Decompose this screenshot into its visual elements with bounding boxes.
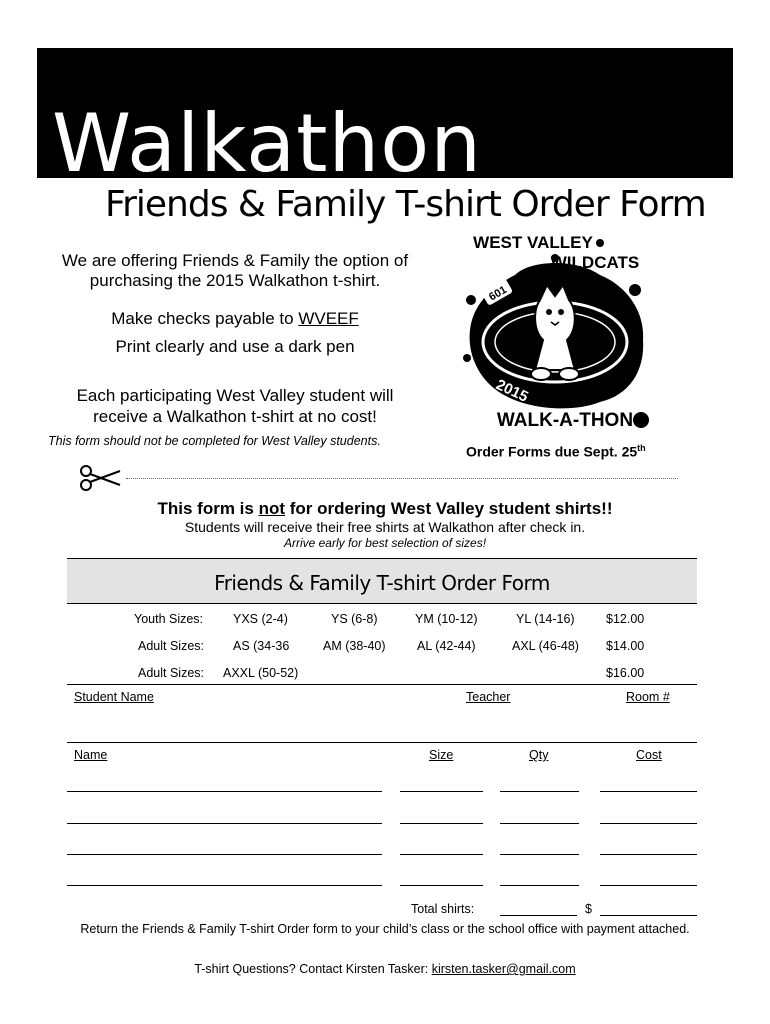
size-option: AM (38-40)	[323, 639, 386, 653]
return-instructions: Return the Friends & Family T-shirt Order form to your child’s class or the school office with payment attached.	[80, 922, 690, 936]
size-option: AL (42-44)	[417, 639, 476, 653]
not-for-students-note: This form should not be completed for West Valley students.	[48, 434, 381, 448]
total-shirts-label: Total shirts:	[411, 902, 475, 916]
west-valley-wildcats-logo	[455, 230, 655, 440]
scissors-icon	[78, 463, 122, 493]
notice-line-2: Students will receive their free shirts at Walkathon after check in.	[184, 519, 586, 535]
size-entry-line[interactable]	[400, 791, 483, 792]
logo-year: 2015	[493, 376, 531, 406]
room-label: Room #	[626, 690, 670, 704]
size-entry-line[interactable]	[400, 885, 483, 886]
size-row-label: Adult Sizes:	[138, 639, 205, 653]
size-row-label: Adult Sizes:	[138, 666, 205, 680]
qty-entry-line[interactable]	[500, 823, 579, 824]
size-row-label: Youth Sizes:	[134, 612, 204, 626]
name-entry-line[interactable]	[67, 791, 382, 792]
size-option: YXS (2-4)	[233, 612, 288, 626]
cost-column-header: Cost	[636, 748, 662, 762]
teacher-label: Teacher	[466, 690, 511, 704]
dollar-sign: $	[585, 902, 592, 916]
notice-line-3: Arrive early for best selection of sizes!	[283, 536, 487, 550]
due-date: Order Forms due Sept. 25th	[466, 443, 646, 460]
size-entry-line[interactable]	[400, 854, 483, 855]
payable-prefix: Make checks payable to	[111, 309, 299, 328]
contact-line: T-shirt Questions? Contact Kirsten Tasker: kirsten.tasker@gmail.com	[194, 962, 576, 976]
svg-text:601: 601	[487, 283, 509, 304]
logo-bottom-text: WALK-A-THON	[496, 410, 634, 431]
name-entry-line[interactable]	[67, 885, 382, 886]
size-option: AS (34-36	[233, 639, 290, 653]
qty-entry-line[interactable]	[500, 791, 579, 792]
divider	[67, 742, 697, 743]
cost-entry-line[interactable]	[600, 885, 697, 886]
size-option: YS (6-8)	[331, 612, 378, 626]
form-subtitle: Friends & Family T-shirt Order Form	[105, 184, 706, 225]
size-option: AXXL (50-52)	[223, 666, 299, 680]
print-clearly-line: Print clearly and use a dark pen	[115, 337, 355, 356]
logo-top-text-1: WEST VALLEY	[473, 233, 593, 252]
page-title: Walkathon	[52, 97, 482, 190]
cost-entry-line[interactable]	[600, 823, 697, 824]
size-price: $14.00	[606, 639, 645, 653]
qty-entry-line[interactable]	[500, 854, 579, 855]
qty-entry-line[interactable]	[500, 885, 579, 886]
student-name-label: Student Name	[74, 690, 154, 704]
divider	[67, 684, 697, 685]
free-shirt-line-2: receive a Walkathon t-shirt at no cost!	[93, 407, 377, 426]
size-option: AXL (46-48)	[512, 639, 579, 653]
cut-line	[126, 478, 678, 479]
total-shirts-entry-line[interactable]	[500, 915, 577, 916]
payable-line	[40, 308, 430, 330]
qty-column-header: Qty	[529, 748, 549, 762]
name-column-header: Name	[74, 748, 108, 762]
size-price: $12.00	[606, 612, 645, 626]
intro-line-2: purchasing the 2015 Walkathon t-shirt.	[89, 271, 381, 290]
form-title: Friends & Family T-shirt Order Form	[214, 571, 550, 595]
name-entry-line[interactable]	[67, 823, 382, 824]
size-option: YL (14-16)	[516, 612, 575, 626]
size-entry-line[interactable]	[400, 823, 483, 824]
intro-line-1: We are offering Friends & Family the option of	[61, 251, 409, 270]
name-entry-line[interactable]	[67, 854, 382, 855]
contact-email-link[interactable]: kirsten.tasker@gmail.com	[431, 962, 576, 976]
payable-to: WVEEF	[298, 309, 359, 328]
cost-entry-line[interactable]	[600, 854, 697, 855]
size-column-header: Size	[429, 748, 454, 762]
total-cost-entry-line[interactable]	[600, 915, 697, 916]
notice-heading: This form is not for ordering West Valley student shirts!!	[157, 499, 613, 518]
logo-top-text-2: WILDCATS	[550, 253, 640, 272]
size-price: $16.00	[606, 666, 645, 680]
cost-entry-line[interactable]	[600, 791, 697, 792]
free-shirt-line-1: Each participating West Valley student will	[76, 386, 394, 405]
size-option: YM (10-12)	[415, 612, 478, 626]
